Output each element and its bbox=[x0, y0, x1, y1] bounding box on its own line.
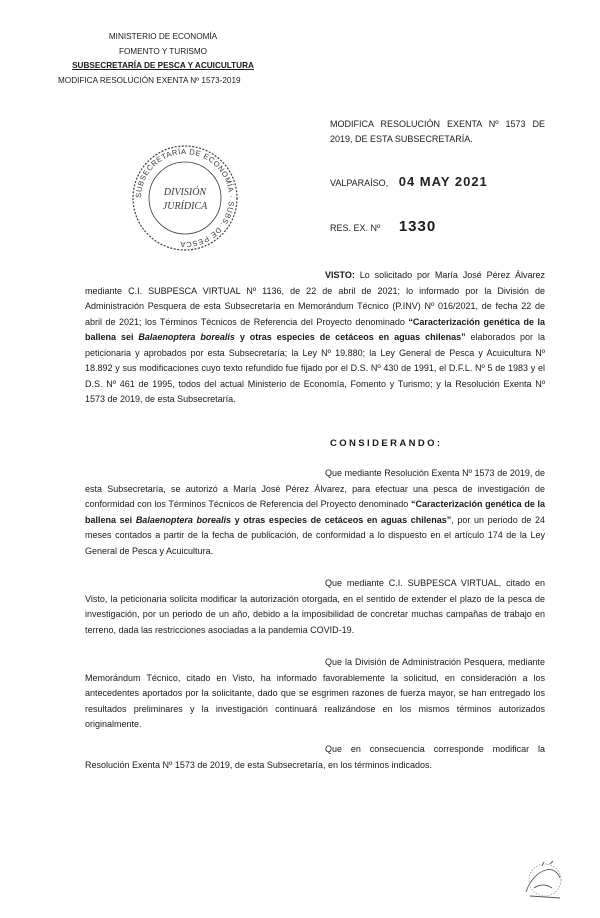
resolution-label: RES. EX. Nº bbox=[330, 223, 381, 233]
visto-paragraph: VISTO: Lo solicitado por María José Pérez Álvarez mediante C.I. SUBPESCA VIRTUAL Nº 1136, de 22 de abril de 2021; lo informado por la División de Administración Pesquera de esta Subsecretaría en Memorándum Técnico (P.INV) Nº 016/2021, de fecha 22 de abril de 2021; los Términos Técnicos de Referencia del Proyecto denominado “Caracterización genética de la ballena sei Balaenoptera borealis y otras especies de cetáceos en aguas chilenas” elaborados por la peticionaria y aprobados por esta Subsecretaría; la Ley Nº 19.880; la Ley General de Pesca y Acuicultura Nº 18.892 y sus modificaciones cuyo texto refundido fue fijado por el D.S. Nº 430 de 1991, el D.F.L. Nº 5 de 1983 y el D.S. Nº 461 de 1995, todos del actual Ministerio de Economía, Fomento y Turismo; y la Resolución Exenta Nº 1573 de 2019, de esta Subsecretaría. bbox=[85, 270, 545, 404]
seal-center-line1: DIVISIÓN bbox=[163, 187, 207, 198]
considerando-paragraph-1: Que mediante Resolución Exenta Nº 1573 de 2019, de esta Subsecretaría, se autorizó a María José Pérez Álvarez, para efectuar una pesca de investigación de conformidad con los Términos Técnicos de Referencia del Proyecto denominado “Caracterización genética de la ballena sei Balaenoptera borealis y otras especies de cetáceos en aguas chilenas”, por un periodo de 24 meses contados a partir de la fecha de publicación, de conformidad a lo dispuesto en el artículo 174 de la Ley General de Pesca y Acuicultura. bbox=[85, 468, 546, 556]
date-place: VALPARAÍSO, bbox=[330, 178, 389, 188]
seal-center-line2: JURÍDICA bbox=[162, 201, 208, 212]
file-reference-line: MODIFICA RESOLUCIÓN EXENTA Nº 1573-2019 bbox=[58, 75, 241, 85]
seal-ring-text: SUBSECRETARÍA DE ECONOMÍA · SUBS. DE PESCA bbox=[133, 146, 237, 250]
date-stamp: 04 MAY 2021 bbox=[398, 174, 488, 189]
date-line bbox=[330, 174, 488, 189]
considerando-paragraph-2: Que mediante C.I. SUBPESCA VIRTUAL, citado en Visto, la peticionaria solicita modificar la autorización otorgada, en el sentido de extender el plazo de la pesca de investigación, por un periodo de un año, debido a la imposibilidad de concretar muchas campañas de trabajo en terreno, dada las restricciones asociadas a la pandemia COVID-19. bbox=[85, 578, 545, 635]
resolution-subject: MODIFICA RESOLUCIÓN EXENTA Nº 1573 DE 2019, DE ESTA SUBSECRETARÍA. bbox=[330, 119, 545, 144]
considerando-paragraph-3: Que la División de Administración Pesquera, mediante Memorándum Técnico, citado en Visto, ha informado favorablemente la solicitud, en consideración a los antecedentes aportados por la solicitante, dado que se esgrimen razones de fuerza mayor, se han entregado los resultados preliminares y la investigación continuará realizándose en los mismos términos autorizados originalmente. bbox=[85, 657, 545, 729]
visto-label: VISTO: bbox=[325, 270, 355, 280]
considerando-heading: CONSIDERANDO: bbox=[330, 438, 443, 449]
corner-signature-stamp bbox=[520, 858, 570, 902]
considerando-paragraph-4: Que en consecuencia corresponde modificar la Resolución Exenta Nº 1573 de 2019, de esta Subsecretaría, en los términos indicados. bbox=[85, 744, 545, 770]
subsecretaria-line: SUBSECRETARÍA DE PESCA Y ACUICULTURA bbox=[72, 61, 254, 70]
resolution-number: 1330 bbox=[398, 218, 437, 235]
division-juridica-seal bbox=[130, 143, 240, 253]
ministry-sub-line: FOMENTO Y TURISMO bbox=[118, 46, 208, 56]
resolution-number-line bbox=[330, 218, 436, 235]
letterhead bbox=[58, 30, 268, 88]
ministry-line: MINISTERIO DE ECONOMÍA bbox=[108, 32, 218, 41]
